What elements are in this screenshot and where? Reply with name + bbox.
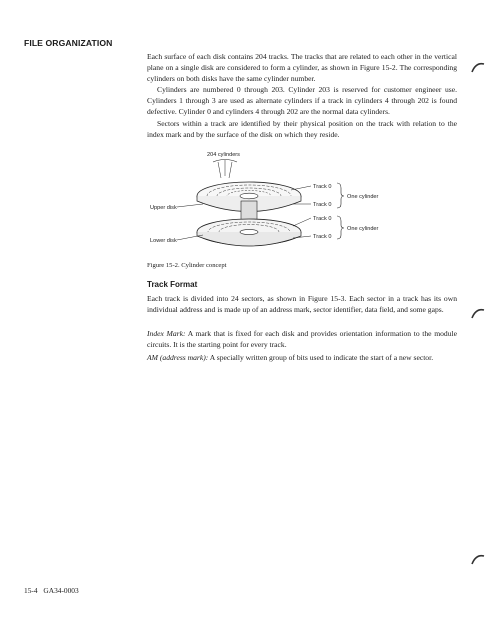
- intro-paragraph-3: Sectors within a track are identified by their physical position on the track with relation to the index mark and by the surface of the disk on which they reside.: [147, 118, 457, 139]
- lower-disk-label: Lower disk: [150, 238, 177, 244]
- address-mark-definition: [147, 352, 457, 363]
- index-mark-term: Index Mark:: [147, 329, 186, 338]
- intro-text: [147, 51, 457, 140]
- track-leader-3: [293, 218, 311, 226]
- cylinder-label-1: One cylinder: [347, 194, 379, 200]
- binder-mark-1: [470, 60, 486, 74]
- binder-mark-3: [470, 552, 486, 566]
- lower-disk: [197, 219, 301, 246]
- upper-disk-leader: [177, 204, 203, 207]
- index-mark-text: A mark that is fixed for each disk and provides orientation information to the module circuits. It is the starting point for every track.: [147, 329, 457, 350]
- figure-caption: Figure 15-2. Cylinder concept: [147, 262, 227, 269]
- leader-top-1: [218, 162, 221, 178]
- track-format-text: [147, 293, 457, 315]
- page-footer: 15-4 GA34-0003: [24, 586, 79, 595]
- cylinder-brace-2: [337, 216, 344, 239]
- track-label-2: Track 0: [313, 202, 332, 208]
- cylinder-figure: [150, 146, 435, 256]
- intro-paragraph-1: Each surface of each disk contains 204 tracks. The tracks that are related to each other in the vertical plane on a single disk are considered to form a cylinder, as shown in Figure 15-2. The corresponding cylinders on both disks have the same cylinder number.: [147, 52, 457, 84]
- section-title: FILE ORGANIZATION: [24, 38, 113, 48]
- track-leader-1: [291, 186, 311, 190]
- figure-top-label: 204 cylinders: [207, 152, 240, 158]
- address-mark-text: A specially written group of bits used to indicate the start of a new sector.: [208, 353, 434, 362]
- binder-mark-2: [470, 306, 486, 320]
- cylinder-diagram: [150, 146, 435, 256]
- index-mark-definition: [147, 328, 457, 350]
- intro-paragraph-2: Cylinders are numbered 0 through 203. Cylinder 203 is reserved for customer engineer use. Cylinders 1 through 3 are used as alternate cylinders if a track in cylinders 4 through 202 is found defective. Cylinder 0 and cylinders 4 through 202 are the normal data cylinders.: [147, 85, 457, 117]
- cylinder-label-2: One cylinder: [347, 226, 379, 232]
- lower-disk-leader: [177, 235, 203, 240]
- upper-disk-label: Upper disk: [150, 205, 177, 211]
- track-format-paragraph: Each track is divided into 24 sectors, as shown in Figure 15-3. Each sector in a track has its own individual address and is made up of an address mark, sector identifier, data field, and some gaps.: [147, 294, 457, 315]
- track-label-1: Track 0: [313, 184, 332, 190]
- track-format-heading: Track Format: [147, 280, 198, 289]
- cylinder-brace-1: [337, 183, 344, 208]
- leader-top-3: [229, 162, 232, 178]
- track-label-4: Track 0: [313, 234, 332, 240]
- track-label-3: Track 0: [313, 216, 332, 222]
- address-mark-term: AM (address mark):: [147, 353, 209, 362]
